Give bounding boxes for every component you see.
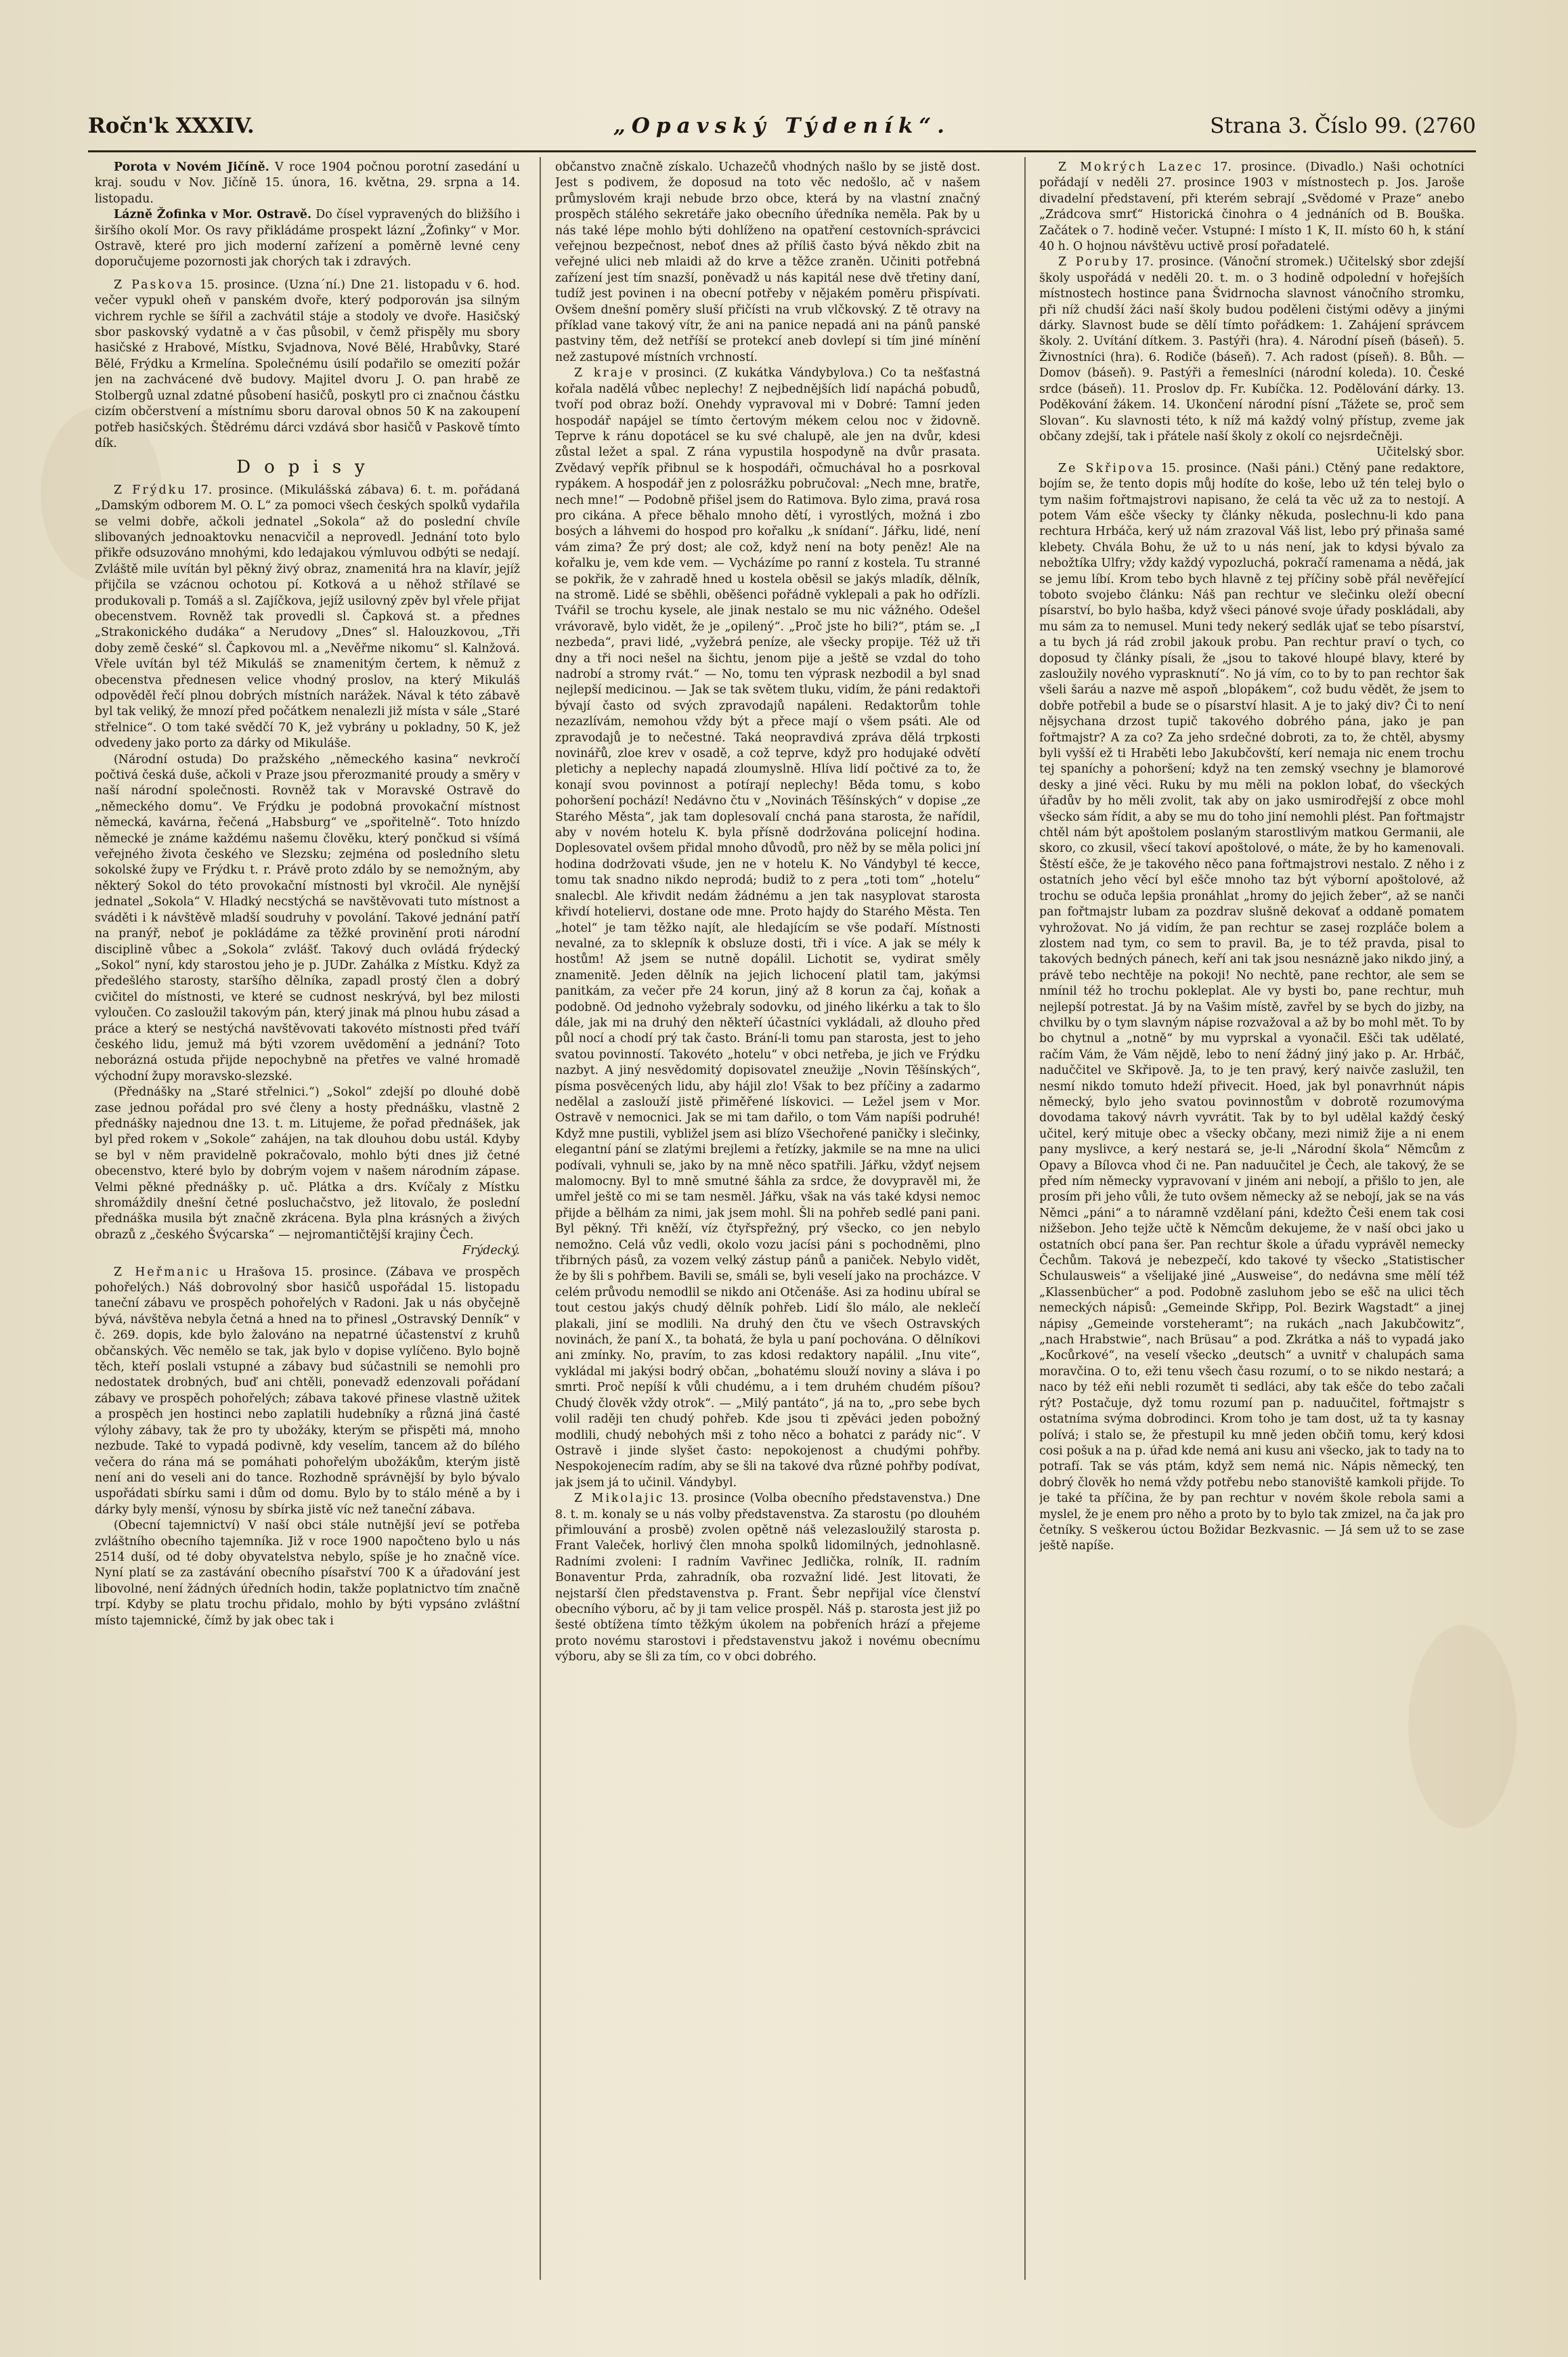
article-location: Z Frýdku [114, 483, 188, 497]
article-body: Do čísel vypravených do bližšího i širšího okolí Mor. Os ravy přikládáme prospekt lázní „Žofinky“ v Mor. Ostravě, které pro jich moderní zařízení a poměrně levné ceny doporučujeme pozornosti jak chorých tak i zdravých. [95, 208, 520, 269]
article-poruba [1039, 255, 1464, 445]
article-continuation: občanstvo značně získalo. Uchazečů vhodných našlo by se jistě dost. Jest s podivem, že doposud na toto věc nedošlo, ač v našem průmyslovém kraji nebude brzo obce, která by na vlastní značný prospěch stálého sekretáře jako obecního úředníka neměla. Pak by u nás také lépe mohlo býti dohlíženo na opatření cestovních-správcici veřejnou bezpečnost, neboť dnes až příliš často bývá někdo zbit na veřejné ulici neb mlaidi až do krve a těžce zraněn. Učiniti potřebná zařízení jest tím snazší, poněvadž u nás kapitál nese dvě třetiny daní, tudíž jest povinen i na obecní potřeby v nějakém poměru přispívati. Ovšem dnešní poměry sluší přičísti na vrub vlčkovský. Z tě otravy na příklad vane takový vítr, že ani na panice nepadá ani na pánů panské pastviny těm, dež netříší se protekcí aneb dovlepí si tím jiné mínění než zastupové místních vrchností. [555, 160, 980, 364]
article-paskov [95, 278, 520, 452]
column-1 [95, 160, 520, 2283]
article-skripov [1039, 461, 1464, 1555]
article-body: u Hrašova 15. prosince. (Zábava ve prospěch pohořelých.) Náš dobrovolný sbor hasičů uspořádal 15. listopadu taneční zábavu ve prospěch pohořelých v Radoni. Jak u nás obyčejně bývá, návštěva nebyla četná a hned na to přinesl „Ostravský Denník“ v č. 269. dopis, kde bylo žalováno na nepatrné účastenství z kruhů občanských. Věc nemělo se tak, jak bylo v dopise vylíčeno. Bylo bojně těch, kteří poslali vstupné a zábavy bud súčastnili se nemohli pro nedostatek drobných, buď ani chtěli, ponevadž edenzovali pořádaní zábavy ve prospěch pohořelých; zábava takové přinese vlastně užitek a prospěch jen hostinci nebo zaplatili hudebníky a různá jiná časté výlohy zábavy, tak že pro ty ubožáky, kterým se přispěti má, mnoho nezbude. Také to vypadá podivně, kdy veselím, tancem až do bílého večera do rána má se pomáhati pohořelým ubožákům, kterým jistě není ani do veseli ani do tance. Rozhodně správnější by bylo bývalo uspořádati sbírku sami i dům od domu. Bylo by to stálo méně a by i dárky byly menší, výnosu by sbírka jistě víc než taneční zábava. [95, 1265, 520, 1517]
article-body: V roce 1904 počnou porotní zasedání u kraj. soudu v Nov. Jičíně 15. února, 16. května, 29. srpna a 14. listopadu. [95, 160, 520, 206]
article-signature: Učitelský sbor. [1376, 446, 1464, 460]
article-body: 17. prosince. (Vánoční stromek.) Učitelský sbor zdejší školy uspořádá v neděli 20. t. m. o 3 hodině odpolední v hořejších místnostech hostince pana Švidrnocha slavnost vánočního stromku, při níž chudší žáci naší školy budou poděleni čistými oděvy a jinými dárky. Slavnost bude se dělí tímto pořádkem: 1. Zahájení správcem školy. 2. Uvítání dítkem. 3. Pastýři (hra). 4. Národní píseň (báseň). 5. Živnostníci (hra). 6. Rodiče (báseň). 7. Ach radost (píseň). 8. Bůh. — Domov (báseň). 9. Pastýři a řemeslníci (národní koleda). 10. České srdce (báseň). 11. Proslov dp. Fr. Kubíčka. 12. Podělování dárky. 13. Poděkování žákem. 14. Ukončení národní písní „Tážete se, proč sem Slovan“. Ku slavnosti této, k níž má každý volný přístup, zveme jak občany zdejší, tak i přátele naší školy z okolí co nejsrdečněji. [1039, 255, 1464, 444]
article-narodni-ostuda: (Národní ostuda) Do pražského „německého kasina“ nevkročí počtivá česká duše, ačkoli v Praze jsou přerozmanité proudy a směry v naší národní společnosti. Rovněž tak v Moravské Ostravě do „německého domu“. Ve Frýdku je podobná provokační místnost německá, kavárna, řečená „Habsburg“ ve „spořitelně“. Toto hnízdo německé je známe každému našemu člověku, který pončkud si všímá veřejného života českého ve Slezsku; zejména od posledního sletu sokolské župy ve Frýdku t. r. Právě proto zdálo by se nemožným, aby některý Sokol do této provokační místnosti byl vkročil. Ale nynější jednatel „Sokola“ V. Hladký necstýchá se navštěvovati tuto místnost a sváděti i k návštěvě mladší soudruhy v povolání. Takové jednání patří na pranýř, neboť je pokládáme za těžké provinění proti národní disciplině vůbec a „Sokola“ zvlášť. Takový duch ovládá frýdecký „Sokol“ nyní, kdy starostou jeho je p. JUDr. Zahálka z Místku. Když za předešlého starosty, staršího dělníka, zapadl prostý člen a dobrý cvičitel do místnosti, ve které se cudnost neskrývá, byl bez milosti vyloučen. Co zasloužil takovým pán, který jinak má plnou hubu zásad a práce a který se nestýchá navštěvovati takovéto místnosti před tváří českého lidu, jemuž má býti vzorem uvědomění a jednání? Toto neborázná ostuda přijde nepochybně na přetřes ve valné hromadě východní župy moravsko-slezské. [95, 752, 520, 1083]
page-number: Strana 3. Číslo 99. (2760 [1210, 114, 1476, 138]
article-location: Z Mokrých Lazec [1058, 160, 1204, 174]
article-title: Lázně Žofinka v Mor. Ostravě. [114, 208, 312, 222]
column-2 [555, 160, 980, 2283]
article-location: Z kraje [574, 366, 634, 381]
page-header [88, 107, 1476, 148]
newspaper-title: „Opavský Týdeník“. [613, 114, 951, 138]
article-body: 13. prosince (Volba obecního představenstva.) Dne 8. t. m. konaly se u nás volby představenstva. Za starostu (po dlouhém přimlouvání a prosbě) zvolen opětně náš velezasloužilý starosta p. Frant Valeček, horlivý člen mnoha spolků lidomilných, jednohlasně. Radními zvoleni: I radním Vavřinec Jedlička, rolník, II. radním Bonaventur Prda, zahradník, oba rozvažní lidé. Jest litovati, že nejstarší člen představenstva p. Frant. Šebr nepřijal více členství obecního výboru, ač by ji tam velice prospěl. Náš p. starosta jest již po šesté obtížena tímto těžkým úkolem na pobřeních hrází a přejeme proto novému starostovi i představenstvu jakož i novému obecnímu výboru, aby se šli za tím, co v obci dobrého. [555, 1492, 980, 1664]
article-location: Z Mikolajic [574, 1492, 665, 1506]
column-divider [540, 157, 541, 2280]
article-body: 17. prosince. (Divadlo.) Naši ochotníci pořádají v neděli 27. prosince 1903 v místnostech p. Jos. Jaroše divadelní představení, při kterém sebrají „Svědomé v Praze“ anebo „Zrádcova smrť“ Historická činohra o 4 jednáních od B. Bouška. Začátek o 7. hodině večer. Vstupné: I místo 1 K, II. místo 60 h, k stání 40 h. O hojnou návštěvu uctivě prosí pořadatelé. [1039, 160, 1464, 254]
article-body: v prosinci. (Z kukátka Vándybylova.) Co ta nešťastná kořala nadělá vůbec neplechy! Z nejbednějších lidí napáchá pobudů, tvoří pod obraz boží. Onehdy vypravoval mi v Dobré: Tamní jeden hospodář napájel se tímto čertovým mékem celou noc v židovně. Teprve k ránu dopotácel se ku své chalupě, ale jen na dvůr, kdesi zůstal ležet a spal. Z rána vypustila hospodyně na dvůr prasata. Zvědavý vepřík přibnul se k hospodáři, očmuchával ho a posrkoval rypákem. A hospodář jen z polosrážku pobručoval: „Nech mne, bratře, nech mne!“ — Podobně přišel jsem do Ratimova. Bylo zima, pravá rosa pro cikána. A přece běhalo mnoho dětí, i vyrostlých, možná i zbo bosých a láhvemi do hospod pro kořalku „k snídaní“. Jářku, lidé, není vám zima? Že prý dost; ale což, když není na boty peněz! Ale na kořalku je, vem kde vem. — Vycházíme po ranní z kostela. Tu stranné se pokřik, že v zahradě hned u kostela oběsil se jakýs mladík, dělník, na stromě. Lidé se sběhli, oběšenci pořádně vyklepali a pak ho odřízli. Tvářil se trochu kysele, ale jinak nestalo se mu nic vážného. Odešel vrávoravě, bylo vidět, že je „opilený“. „Proč jste ho bili?“, ptám se. „I nezbeda“, pravi lidé, „vyžebrá peníze, ale všecky propije. Též už tři dny a tři noci nešel na šichtu, jenom pije a ještě se vzdal do toho nadrobí a stromy rvát.“ — No, tomu ten výprask nezbodil a byl snad nejlepší medicinou. — Jak se tak světem tluku, vidím, že páni redaktoři bývají často od svých zpravodajů napáleni. Redaktorům tohle nezazlívám, nemohou vždy být a přece mají o všem psáti. Ale od zpravodajů je to nečestné. Taká neopravdivá zpráva dělá trpkosti novinářů, zloe krev v osadě, a což teprve, když pro hodujaké odvětí pletichy a neplechy napadá zloumyslně. Hlíva lidí počtivé za to, že konají svou povinnost a potírají neplechy! Běda tomu, s kobo pohoršení pochází! Nedávno čtu v „Novinách Těšínských“ v dopise „ze Starého Města“, jak tam doplesovalí cnchá pana starosta, že nařídil, aby v novém hotelu K. byla přísně dodržována policejní hodina. Doplesovatel ovšem přidal mnoho důvodů, pro něž by se měla polici jní hodina dodržovati všude, jen ne v hotelu K. No Vándybyl té kecce, tomu tak snadno nikdo neprodá; budiž to z pera „toti tom“ „hotelu“ snalecbl. Ale křivdit nedám žádnému a jen tak nasyplovat starosta křivdí hoteliervi, dostane ode mne. Proto hajdy do Starého Města. Ten „hotel“ je tam těžko najít, ale hledajícím se vše podaří. Místnosti nevalné, za to sklepník k obsluze dosti, tři i více. A jak se mély k hostům! Až jsem se nutně dopálil. Lichotit se, vydirat směly znamenitě. Jeden dělník na jejich lichocení platil tam, jakýmsi panitkám, za večer pře 24 korun, jiný až 8 korun za čaj, koňak a podobně. Od jednoho vyžebraly sodovku, od jiného likérku a tak to šlo dále, jak mi na druhý den někteří účastníci vykládali, až dlouho před půl nocí a chodí prý tak často. Brání-li tomu pan starosta, jest to jeho svatou povinností. Takovéto „hotelu“ v obci netřeba, je jich ve Frýdku nazbyt. A jiný nesvědomitý dopisovatel zneužije „Novin Těšínských“, písma posvěcených lidu, aby hájil zlo! Však to bez příčiny a zadarmo nedělal a zaslouží jistě přiměřené lískovici. — Ležel jsem v Mor. Ostravě v nemocnici. Jak se mi tam dařilo, o tom Vám napíši podruhé! Když mne pustili, vybližel jsem asi blízo Všechořené paničky i slečinky, elegantní pání se zlatými brejlemi a řetízky, jakmile se na mne na ulici podívali, vyhnuli se, jako by na mně něco spatřili. Jářku, vždyť nejsem malomocny. Byl to mně smutné šáhla za srdce, že dovypravěl mi, že umřel ještě co mi se tam nesměl. Jářku, však na vás také kdysi nemoc přijde a bělhám za nimi, jak jsem mohl. Šli na pohřeb sedlé pani pani. Byl pěkný. Tři kněží, víz čtyřspřežný, prý všecko, co jen nebylo nemožno. Celá vůz vedli, okolo vozu jacísi páni s pochodněmi, plno třibrných pásů, za vozem velký zástup pánů a paniček. Nebylo vidět, že by šli s pohřbem. Bavili se, smáli se, byli veselí jako na procházce. V celém průvodu nemodlil se nikdo ani Otčenáše. Asi za hodinu ubíral se tout cestou jakýs chudý dělník pohřeb. Lidí šlo málo, ale neklečí plakali, jiní se modlili. Na druhý den čtu ve všech Ostravských novinách, že paní X., ta bohatá, že byla u paní pochována. O dělníkovi ani zmínky. No, pravím, to zas kdosi redaktory napálil. „Inu vite“, vykládal mi jakýsi bodrý občan, „bohatému slouží noviny a sláva i po smrti. Proč nepíší k vůli chudému, a i tem druhém chudém píšou? Chudý člověk vždy otrok“. — „Milý pantáto“, já na to, „pro sebe bych volil raději ten chudý pohřeb. Kde jsou ti zpěváci jeden pobožný modlili, chudý nebohých mši z toho něco a bohatci z parády nic“. V Ostravě i jinde slyšet často: nepokojenost a chudými pohřby. Nespokojenecím radím, aby se šli na takové dva různé pohřby podívat, jak jsem já to učinil. Vándybyl. [555, 366, 980, 1490]
article-body: 15. prosince. (Naši páni.) Ctěný pane redaktore, bojím se, že tento dopis můj hodíte do koše, lebo už tén telej bylo o tym našim fořtmajstrovi napisano, že celá ta věc už za to nestojí. A potem Vám ešče všecky ty články někuda, poslechnu-li kdo pana rechtura Hrbáča, kerý už nám zrazoval Váš list, lebo prý přinaša samé klebety. Chvála Bohu, že už to u nás není, jak to kdysi bývalo za nebožtíka Ulfry; vždy každý vypozluchá, pokračí ramenama a nědá, jak se jemu líbí. Krom tebo bych hlavně z tej příčiny sobě přál nevěřející toboto svojebo článku: Náš pan rechtur ve slečinku oleží obecní písarství, bo bylo hašba, když všeci pánové svoje úřady poskládali, aby mu sám za to nemusel. Muni tedy nekerý sedlák ujať se tebo písarství, a tu bych já rád zrobil jakouk probu. Pan rechtur praví o tych, co doposud ty články písali, že „jsou to takové hloupé blavy, které by zasloužily nového vyprasknutí“. No já vím, co to by to pan rechtor šak všeli šaráu a nazve mě aspoň „blopákem“, což budu vědět, že jsem to dobře potřebil a bude se o písarství hlasit. A je to jaký div? Či to není nějsychana drzost tupič takového dobrého pána, jako je pan fořtmajstr? A za co? Za jeho srdečné dobroti, za to, že chtěl, abysmy byli vyšší ež ti Hraběti lebo Jakubčovští, kerí nemaja nic enem trochu tej spaníchy a pohoršení; když na ten zemský vsechny je blamorové desky a jiné věci. Ruku by mu měli na poklon lobať, do všeckých úřadův by ho měli zvolit, tak aby on jako usmirodřejší z obce mohl všecko sám řídit, a aby se mu do toho jiní nemohli plést. Pan fořtmajstr chtěl nám být apoštolem poslaným starostlivým matkou Germanii, ale skoro, co zkusil, všecí takoví apoštolové, o máte, že by ho kamenovali. Štěstí ešče, že je takového něco pana fořtmajstrovi nestalo. Z něho i z ostatních jeho věcí byl ešče mnoho taz být výborní apoštolové, až trochu se oduča lepšia pronáhlat „hromy do jejich žeber“, až se nanči pan fořtmajstr lubam za pozdrav slušně dekovať a oddaně pomatem vyhrožovat. No já vidím, že pan rechtur se zasej rozpláče bolem a zlostem nad tym, co sem to pravil. Ba, je to též pravda, pisal to takových bedných pánech, keří ani tak jsou nesnázně jako nikdo jiný, a právě tebo nechtěje na pokoji! No nechtě, pane rechtor, ale sem se nmínil též ho trochu pokleplat. Ale vy bysti bo, pane rechtur, muh nejlepší potrestat. Já by na Vašim místě, zavřel by se bych do jizby, na chvilku by o tym slavným nápise rozvažoval a až by bo mohl mět. To by bo chytnul a „notně“ by mu vyprskal a vyonačil. Ešči tak udělaté, račím Vám, že Vám nějdě, lebo to není žádný jiný jako p. Ar. Hrbáč, naduččitel ve Skřipově. Ja, to je ten pravý, kerý naivče zaslužil, ten nesmí nikdo tomuto hdeží přivecit. Hoed, jak byl ponavrhnút nápis německý, bylo jeho svatou povinnostům v dobrotě rozumovýma dovodama takový návrh vyvrátit. Tak by to byl udělal každý český učitel, kerý mituje obec a všecky občany, mezi nimiž žije a ni enem pany myslivce, a kerý nestará se, je-li „Národní škola“ Němcům z Opavy a Bílovca vhod či ne. Pan naduučitel je Čech, ale takový, že se před ním německy vypravovaní v jiném ani nebojí, a přišlo to jen, ale prosím při jeho vůli, že tuto ovšem německy až se nebojí, jak se na vás Němci „páni“ a to náramně vzdělaní páni, kdežto Češi enem tak cosi nižšebon. Jeho tejže učtě k Němcům dekujeme, že v naší obci jako u ostatních obcí pana šer. Pan rechtur škole a úřadu vyprávěl nemecky Čechům. Taková je nebezpečí, kdo takové ty všecko „Statistischer Schulausweis“ a všelijaké jiné „Ausweise“, do nedávna sme mělí též „Klassenbücher“ a pod. Podobně zasluhom jebo se ešč na ulici těch nemeckých nápisů: „Gemeinde Skřipp, Pol. Bezirk Wagstadt“ a jinej nápisy „Gemeinde vorsteheramt“; na rukách „nach Jakubčowitz“, „nach Hrabstwie“, nach Brüsau“ a pod. Zkrátka a náš to vypadá jako „Kocůrkové“, na veselí všecko „deutsch“ a uvnitř v chalupách sama moravčina. O to, eži tenu všech času rozumí, o to se nikdo nestará; a naco by též eňi nebli rozumět ti sedláci, aby tak ešče do tebo začali rýt? Postačuje, dyž tomu rozumí pan p. naduučitel, fořtmajstr s ostatníma svýma dobrodinci. Krom toho je tam dost, už ta ty kasnay polívá; i stalo se, že přestupil ku mně jeden občiň tomu, kerý kdosi cosi pošuk a na p. úřad kde nemá ani kusu ani všecko, jak to tady na to potrafí. Tak se vás ptám, když sem nemá nic. Nápis německý, ten dobrý člověk ho nemá vždy potřebu nebo stanoviště kamkoli přijde. To je také ta příčina, že by pan rechtur v novém škole rebola sami a myslel, že je enem pro něho a proto by to bylo tak zmizel, na ča jak pro četníky. S veškerou úctou Božidar Bezkvasnic. — Já sem už to se zase ještě napíše. [1039, 461, 1464, 1553]
article-body: 15. prosince. (Uzna´ní.) Dne 21. listopadu v 6. hod. večer vypukl oheň v panském dvoře, který podporován jsa silným vichrem rychle se šířil a zachvátil stáje a stodoly ve dvoře. Hasičský sbor paskovský vydatně a v čas působil, v čemž přispěly mu sbory hasičské z Hrabové, Místku, Svjadnova, Nové Bělé, Hrabůvky, Staré Bělé, Frýdku a Krmelína. Společnému úsilí podařilo se omezití požár jen na zachvácené dvě budovy. Majitel dvoru J. O. pan hrabě ze Stolbergů uznal zdatné působení hasičů, poskytl pro ci značnou částku cizím občerstvení a místnímu sboru daroval obnos 50 K na zakoupení potřeb hasičských. Štědrému dárci vzdává sbor hasičů v Paskově tímto dík. [95, 278, 520, 450]
article-location: Z Poruby [1058, 255, 1130, 269]
article-prednasky: (Přednášky na „Staré střelnici.“) „Sokol“ zdejší po dlouhé době zase jednou pořádal pro své členy a hosty přednášku, vlastně 2 přednášky najednou dne 13. t. m. Litujeme, že pořad přednášek, jak byl před rokem v „Sokole“ zahájen, na tak dlouhou dobu ustál. Kdyby se byl v něm pravidelně pokračovalo, mohlo býti dnes již četné obecenstvo, které bylo by dobrým vojem v našem národním zápase. Velmi pěkné přednášky p. uč. Plátka a drs. Kvíčaly z Místku shromáždily dnešní četné posluchačstvo, jež litovalo, že poslední přednáška musila být značně zkrácena. Byla plna krásných a živých obrazů z „českého Švýcarska“ — nejromantičtější krajiny Čech. [95, 1085, 520, 1242]
article-zofinka [95, 207, 520, 271]
article-body: 17. prosince. (Mikulášská zábava) 6. t. m. pořádaná „Damským odborem M. O. L“ za pomoci všech českých spolků vydařila se velmi dobře, ačkoli jednatel „Sokola“ až do poslední chvíle slibovaných jednoaktovku nenacvičil a neprovedl. Jednání toto bylo přikře odsuzováno mnohými, kdo ledajakou výmluvou odbýti se nedají. Zvláště mile uvítán byl pěkný živý obraz, znamenitá hra na klavír, jejíž přijčila se vzácnou ochotou pí. Kotková a u něhož střílavé se produkovali p. Tomáš a sl. Zajíčkova, jejíž usilovný zpěv byl vřele přijat obecenstvem. Rovněž tak provedli sl. Čapková st. a přednes „Strakonického dudáka“ a Nerudovy „Dnes“ sl. Halouzkovou, „Tři doby země české“ sl. Čapkovou ml. a „Nevěřme nikomu“ sl. Kalnžová. Vřele uvítán byl též Mikuláš se znamenitým čertem, k němuž z obecenstva přednesen velice vhodný proslov, na který Mikuláš odpověděl řečí plnou dobrých místních narážek. Nával k této zábavě byl tak veliký, že mnozí před počátkem nenalezli již místa v sále „Staré střelnice“. O tom také svědčí 70 K, jež vybrány u pokladny, 50 K, jež odvedeny jako porto za dárky od Mikuláše. [95, 483, 520, 751]
article-location: Ze Skřipova [1058, 461, 1155, 475]
article-mikolajice [555, 1491, 980, 1665]
volume-number: Ročn'k XXXIV. [88, 114, 255, 138]
article-location: Z Paskova [114, 278, 194, 292]
column-divider [1024, 157, 1026, 2280]
article-tajemnictvi: (Obecní tajemnictví) V naší obci stále nutnější jeví se potřeba zvláštního obecního tajemníka. Již v roce 1900 napočteno bylo u nás 2514 duší, od té doby obyvatelstva nebylo, spíše je ho značně více. Nyní platí se za zastávání obecního písařství 700 K a úřadování jest libovolné, není žádných úředních hodin, takže poplatnictvo tím značně trpí. Kdyby se platu trochu přidalo, mohlo by býti vypsáno zvláštní místo tajemnické, čímž by jak obec tak i [95, 1519, 520, 1628]
article-location: Z Heřmanic [114, 1265, 211, 1279]
article-mokre-lazce [1039, 160, 1464, 255]
article-porota [95, 160, 520, 207]
header-rule [88, 150, 1476, 152]
article-hermanice [95, 1265, 520, 1519]
article-z-kraje [555, 366, 980, 1491]
column-3 [1039, 160, 1464, 2283]
article-signature: Frýdecký. [462, 1244, 520, 1258]
section-heading-dopisy: Dopisy [236, 457, 378, 478]
article-title: Porota v Novém Jičíně. [114, 160, 269, 174]
article-frydek [95, 483, 520, 752]
